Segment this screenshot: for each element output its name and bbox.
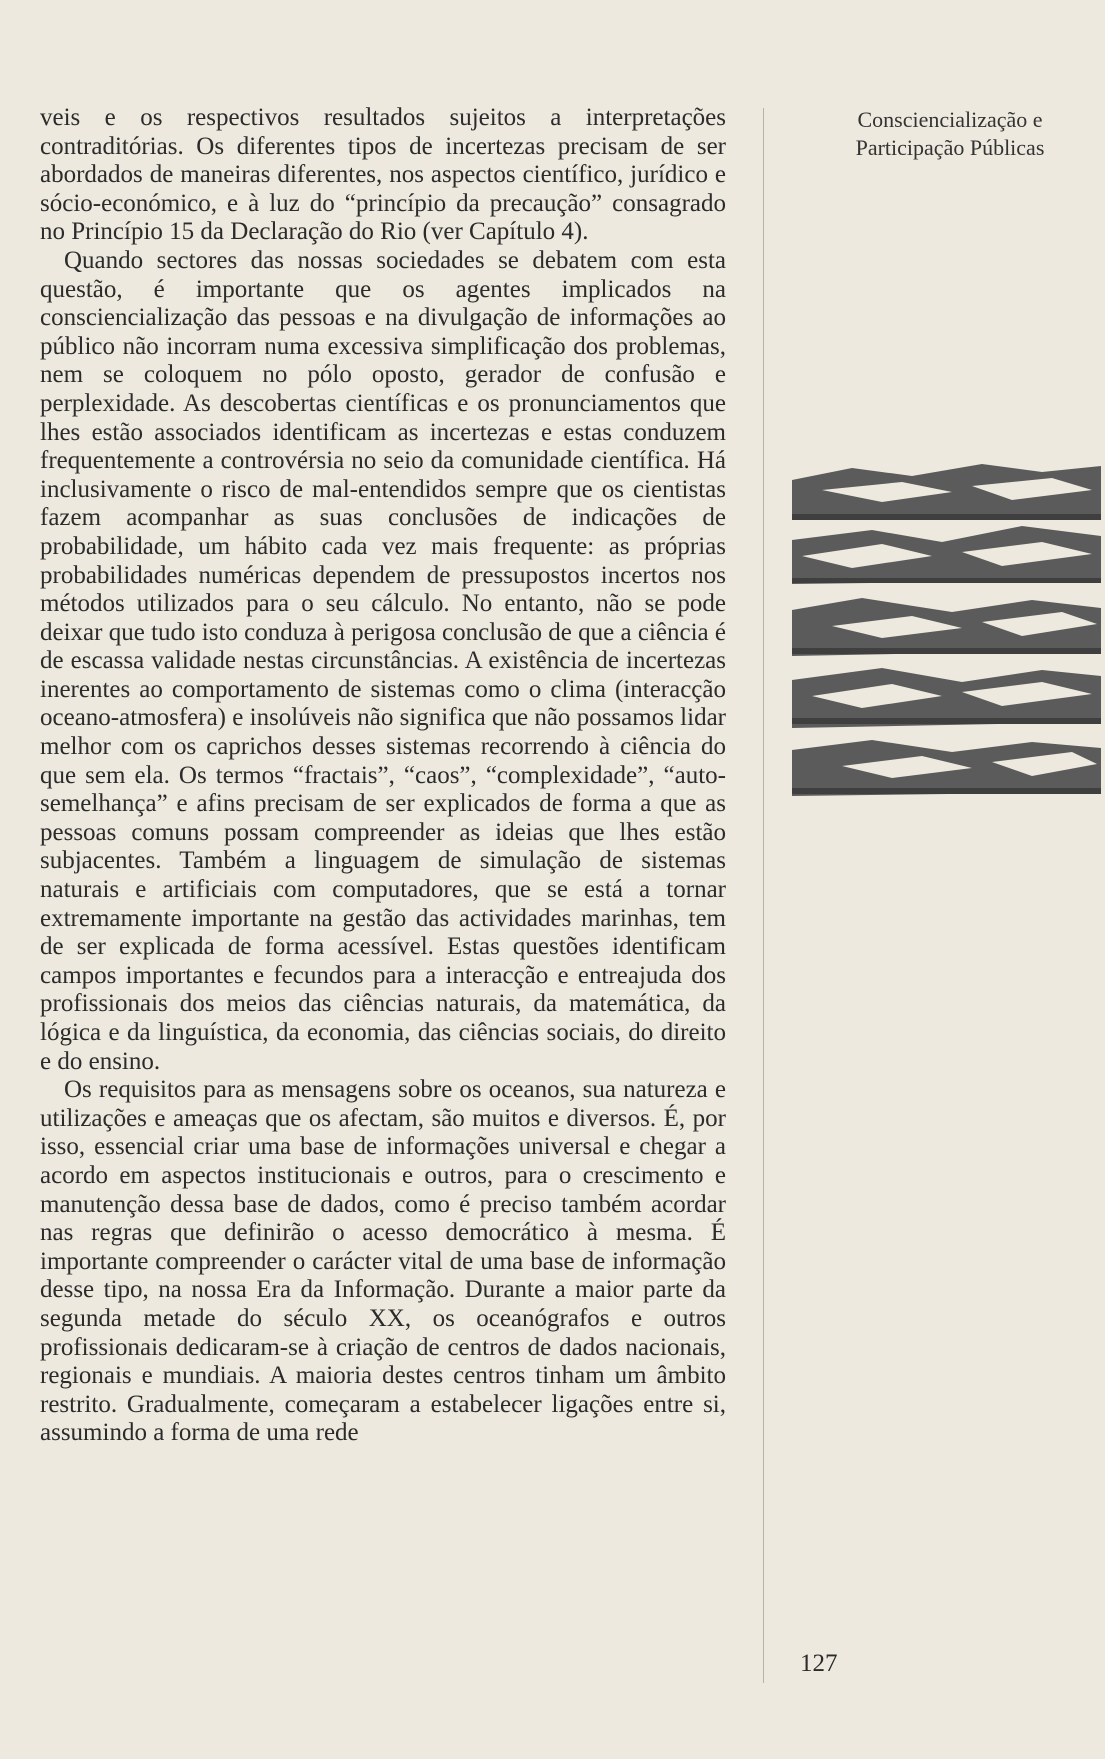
running-head <box>800 106 1100 162</box>
running-head-line-1: Consciencialização e <box>857 107 1043 132</box>
ocean-wave-graphic <box>792 460 1101 800</box>
page-number: 127 <box>800 1650 838 1677</box>
ocean-wave-illustration <box>792 460 1101 800</box>
body-text <box>40 104 726 1448</box>
paragraph-3: Os requisitos para as mensagens sobre os oceanos, sua natureza e utilizações e ameaças que os afectam, são muitos e diversos. É, por isso, essencial criar uma base de informações universal e chegar a acordo em aspectos institucionais e outros, para o crescimento e manutenção dessa base de dados, como é preciso também acordar nas regras que definirão o acesso democrático à mesma. É importante compreender o carácter vital de uma base de informação desse tipo, na nossa Era da Informação. Durante a maior parte da segunda metade do século XX, os oceanógrafos e outros profissionais dedicaram-se à criação de centros de dados nacionais, regionais e mundiais. A maioria destes centros tinham um âmbito restrito. Gradualmente, começaram a estabelecer ligações entre si, assumindo a forma de uma rede <box>40 1076 726 1447</box>
paragraph-1: veis e os respectivos resultados sujeitos a interpretações contraditórias. Os diferentes tipos de incertezas precisam de ser abordados de maneiras diferentes, nos aspectos científico, jurídico e sócio-económico, e à luz do “princípio da precaução” consagrado no Princípio 15 da Declaração do Rio (ver Capítulo 4). <box>40 104 726 246</box>
paragraph-2: Quando sectores das nossas sociedades se debatem com esta questão, é importante que os agentes implicados na consciencialização das pessoas e na divulgação de informações ao público não incorram numa excessiva simplificação dos problemas, nem se coloquem no pólo oposto, gerador de confusão e perplexidade. As descobertas científicas e os pronunciamentos que lhes estão associados identificam as incertezas e estas conduzem frequentemente a controvérsia no seio da comunidade científica. Há inclusivamente o risco de mal-entendidos sempre que os cientistas fazem acompanhar as suas conclusões de indicações de probabilidade, um hábito cada vez mais frequente: as próprias probabilidades numéricas dependem de pressupostos incertos nos métodos utilizados para o seu cálculo. No entanto, não se pode deixar que tudo isto conduza à perigosa conclusão de que a ciência é de escassa validade nestas circunstâncias. A existência de incertezas inerentes ao comportamento de sistemas como o clima (interacção oceano-atmosfera) e insolúveis não significa que não possamos lidar melhor com os caprichos desses sistemas recorrendo à ciência do que sem ela. Os termos “fractais”, “caos”, “complexidade”, “auto-semelhança” e afins precisam de ser explicados de forma a que as pessoas comuns possam compreender as ideias que lhes estão subjacentes. Também a linguagem de simulação de sistemas naturais e artificiais com computadores, que se está a tornar extremamente importante na gestão das actividades marinhas, tem de ser explicada de forma acessível. Estas questões identificam campos importantes e fecundos para a interacção e entreajuda dos profissionais dos meios das ciências naturais, da matemática, da lógica e da linguística, da economia, das ciências sociais, do direito e do ensino. <box>40 246 726 1075</box>
running-head-line-2: Participação Públicas <box>855 135 1045 160</box>
column-divider <box>763 108 764 1683</box>
